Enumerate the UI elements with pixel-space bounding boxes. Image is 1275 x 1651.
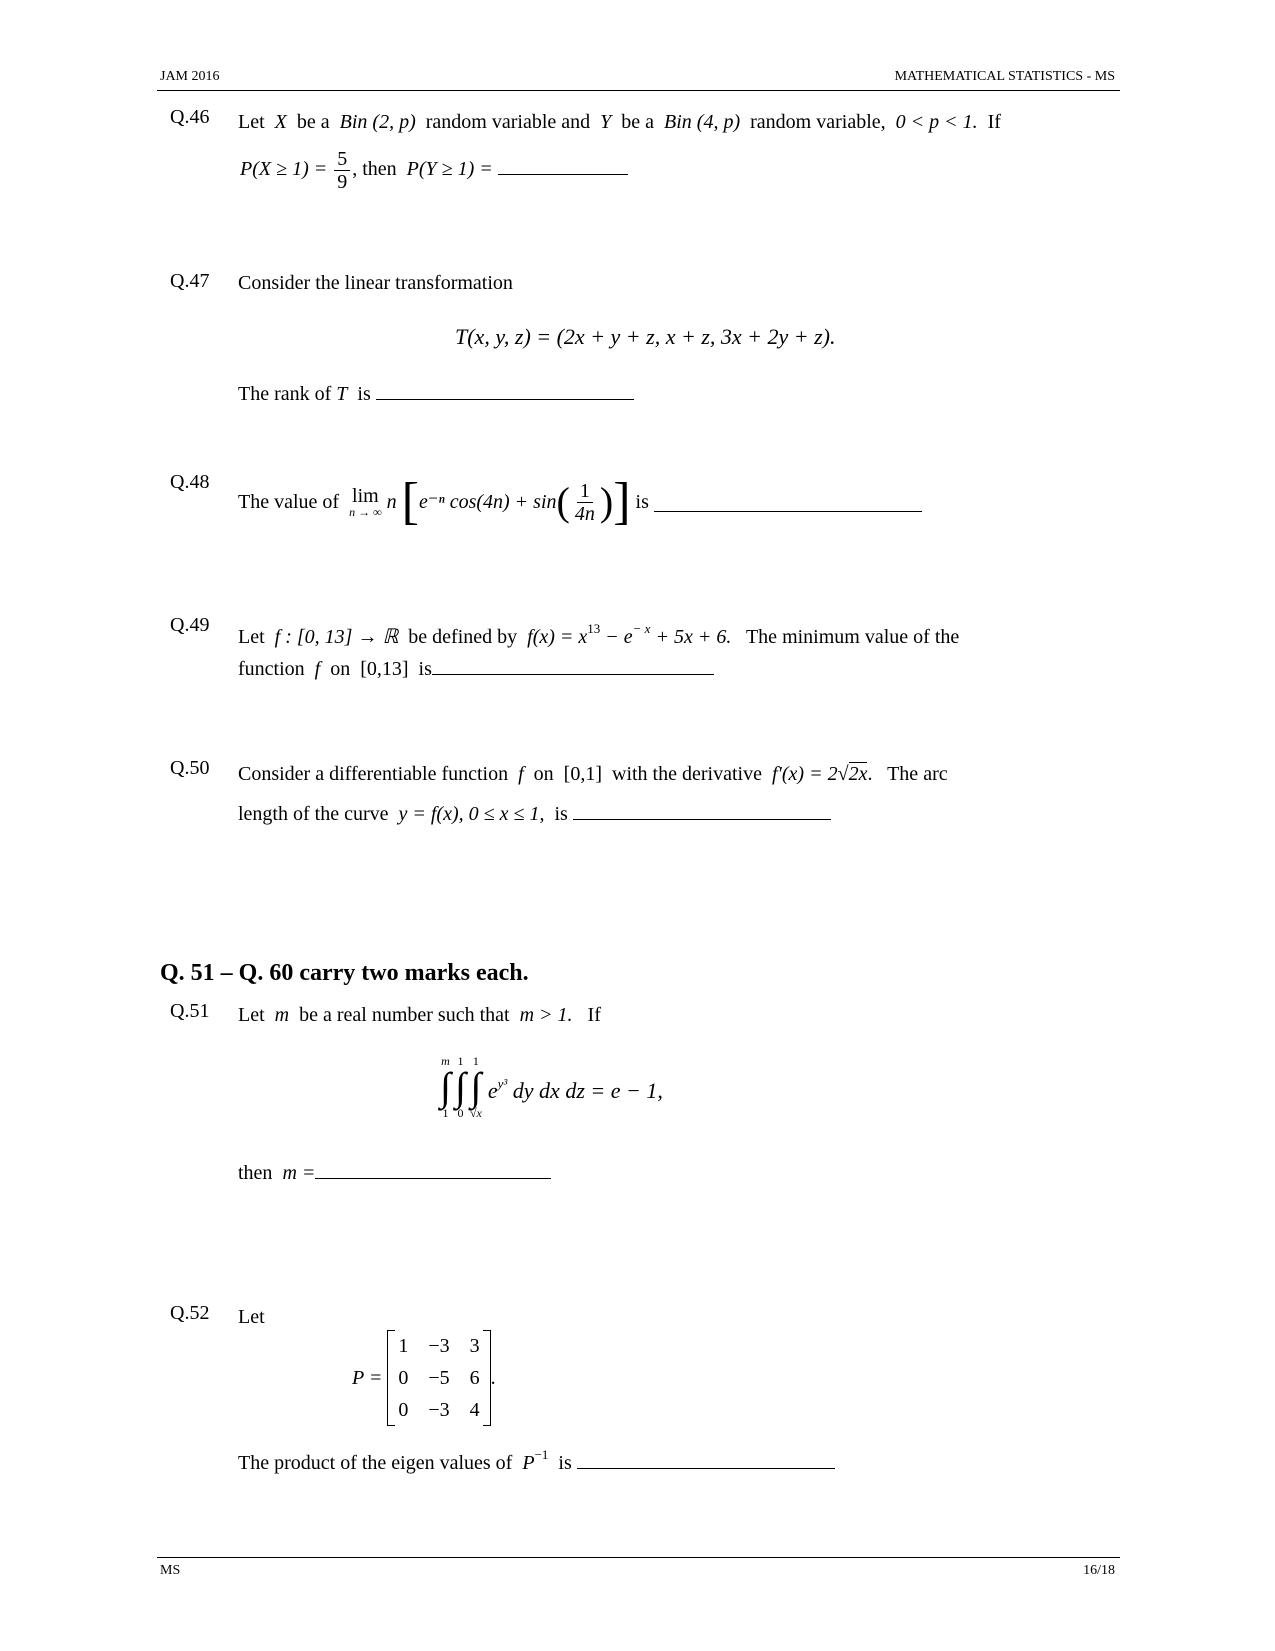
q47-equation: T(x, y, z) = (2x + y + z, x + z, 3x + 2y + z).: [455, 324, 836, 349]
q52-let: Let: [238, 1306, 265, 1328]
integral-1: m ∫ 1: [440, 1054, 451, 1120]
q47-intro: Consider the linear transformation: [238, 272, 513, 294]
q49-answer-blank[interactable]: [432, 656, 714, 675]
q52-matrix-table: [388, 1330, 489, 1426]
q47-number: Q.47: [170, 270, 210, 292]
q49-line1: Let f : [0, 13] → ℝ be defined by $f(x) = x^{13} - e^{- x} + 5x + 6$. The minimum value of the: [238, 621, 960, 648]
q48-limit: lim n → ∞: [349, 485, 382, 519]
q46-line1: Let X be a Bin (2, p) random variable and Y be a Bin (4, p) random variable, 0 < p < 1. If: [238, 111, 1001, 133]
q46-answer-blank[interactable]: [498, 156, 628, 175]
q52-matrix-eq: P = 1 −3 3 0 −5 6 0 −3 4 .: [352, 1330, 496, 1426]
q50-sqrt: √2x: [837, 763, 868, 785]
q46-fraction: $\frac{5}{9}$: [334, 148, 350, 193]
q51-then-line: then m =: [238, 1160, 551, 1185]
q48-number: Q.48: [170, 471, 210, 493]
q50-answer-blank[interactable]: [573, 801, 831, 820]
q51-number: Q.51: [170, 1000, 210, 1022]
q46-number: Q.46: [170, 106, 210, 128]
q48-answer-blank[interactable]: [654, 493, 922, 512]
q52-number: Q.52: [170, 1302, 210, 1324]
q51-integral: m ∫ 1 1 ∫ 0 1 ∫ √x $e^{y^3}$ dy dx dz = e − 1,: [440, 1054, 663, 1120]
q51-line1: Let m be a real number such that m > 1. If: [238, 1004, 601, 1026]
q50-line2: length of the curve y = f(x), 0 ≤ x ≤ 1, is: [238, 801, 831, 826]
footer-rule: [157, 1557, 1120, 1558]
integral-3: 1 ∫ √x: [469, 1054, 482, 1120]
matrix-row: 1 −3 3: [398, 1335, 480, 1357]
q50-line1: Consider a differentiable function f on [0,1] with the derivative f′(x) = 2√2x. The arc: [238, 763, 948, 785]
integral-2: 1 ∫ 0: [454, 1054, 466, 1120]
q47-rank-line: The rank of T is: [238, 381, 634, 406]
matrix-row: 0 −3 4: [398, 1399, 480, 1421]
q49-line2: function f on [0,13] is: [238, 656, 714, 681]
section-heading: Q. 51 – Q. 60 carry two marks each.: [160, 960, 529, 986]
page-number: 16/18: [1083, 1563, 1115, 1578]
q49-number: Q.49: [170, 614, 210, 636]
q52-answer-blank[interactable]: [577, 1450, 835, 1469]
matrix-row: 0 −5 6: [398, 1367, 480, 1389]
q52-product-line: The product of the eigen values of $P^{-1}$ is: [238, 1443, 835, 1475]
footer-left: MS: [160, 1563, 181, 1578]
q52-matrix: [387, 1330, 490, 1426]
q46-line2: P(X ≥ 1) = $\frac{5}{9}$ , then P(Y ≥ 1) =: [240, 148, 628, 193]
q48-line: The value of lim n → ∞ n [ e⁻ⁿ cos(4n) + sin ( $\frac{1}{4n}$ ) ] is: [238, 476, 922, 528]
q51-answer-blank[interactable]: [315, 1160, 551, 1179]
header-exam: JAM 2016: [160, 69, 220, 84]
header-rule: [157, 90, 1120, 91]
q47-answer-blank[interactable]: [376, 381, 634, 400]
q50-number: Q.50: [170, 757, 210, 779]
header-subject: MATHEMATICAL STATISTICS - MS: [894, 69, 1115, 84]
